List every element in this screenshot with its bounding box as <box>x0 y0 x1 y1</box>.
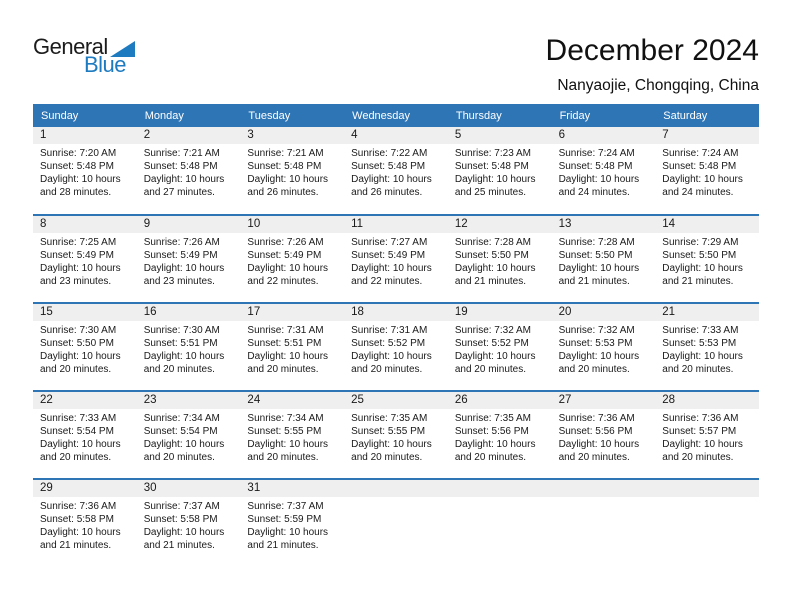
day-number: 1 <box>33 127 137 144</box>
day-number: 2 <box>137 127 241 144</box>
day-cell <box>655 392 759 478</box>
sunrise-text: Sunrise: 7:26 AM <box>143 237 220 248</box>
sunrise-text: Sunrise: 7:31 AM <box>351 325 428 336</box>
day-cell <box>33 392 137 478</box>
day-cell <box>344 392 448 478</box>
sunset-text: Sunset: 5:57 PM <box>662 426 737 437</box>
day-cell <box>240 127 344 214</box>
day-number: 28 <box>655 392 759 409</box>
daylight-text: Daylight: 10 hours and 20 minutes. <box>40 439 121 463</box>
day-number: 13 <box>552 216 656 233</box>
sunrise-text: Sunrise: 7:35 AM <box>351 413 428 424</box>
sunset-text: Sunset: 5:48 PM <box>351 161 426 172</box>
sunset-text: Sunset: 5:48 PM <box>247 161 322 172</box>
sunrise-text: Sunrise: 7:26 AM <box>247 237 324 248</box>
day-cell <box>33 304 137 390</box>
day-number: 24 <box>240 392 344 409</box>
sunset-text: Sunset: 5:49 PM <box>40 250 114 261</box>
day-cell <box>137 127 241 214</box>
sunrise-text: Sunrise: 7:28 AM <box>558 237 635 248</box>
sunrise-text: Sunrise: 7:21 AM <box>247 148 324 159</box>
sunset-text: Sunset: 5:58 PM <box>143 514 218 525</box>
sunset-text: Sunset: 5:53 PM <box>558 338 633 349</box>
sunrise-text: Sunrise: 7:37 AM <box>247 501 324 512</box>
day-cell <box>137 392 241 478</box>
sunset-text: Sunset: 5:52 PM <box>454 338 529 349</box>
sunrise-text: Sunrise: 7:32 AM <box>558 325 635 336</box>
daylight-text: Daylight: 10 hours and 27 minutes. <box>143 174 225 198</box>
daylight-text: Daylight: 10 hours and 21 minutes. <box>247 527 329 551</box>
sunrise-text: Sunrise: 7:31 AM <box>247 325 324 336</box>
day-number: 10 <box>240 216 344 233</box>
day-number: 30 <box>137 480 241 497</box>
day-number: 15 <box>33 304 137 321</box>
sunset-text: Sunset: 5:51 PM <box>143 338 218 349</box>
sunrise-text: Sunrise: 7:34 AM <box>247 413 324 424</box>
sunrise-text: Sunrise: 7:20 AM <box>40 148 117 159</box>
calendar-table <box>33 104 759 566</box>
daylight-text: Daylight: 10 hours and 21 minutes. <box>558 263 640 287</box>
sunset-text: Sunset: 5:50 PM <box>40 338 114 349</box>
day-cell <box>655 216 759 302</box>
week-row <box>33 390 759 478</box>
daylight-text: Daylight: 10 hours and 20 minutes. <box>558 439 640 463</box>
sunrise-text: Sunrise: 7:21 AM <box>143 148 220 159</box>
daylight-text: Daylight: 10 hours and 20 minutes. <box>143 439 225 463</box>
sunset-text: Sunset: 5:59 PM <box>247 514 322 525</box>
day-cell <box>240 480 344 566</box>
sunrise-text: Sunrise: 7:27 AM <box>351 237 428 248</box>
sunset-text: Sunset: 5:51 PM <box>247 338 322 349</box>
day-number: 20 <box>552 304 656 321</box>
day-cell <box>137 216 241 302</box>
day-cell <box>552 216 656 302</box>
week-row <box>33 214 759 302</box>
weekday-header: Tuesday <box>248 109 291 122</box>
sunrise-text: Sunrise: 7:30 AM <box>40 325 117 336</box>
weekday-header: Wednesday <box>352 109 411 122</box>
day-number: 16 <box>137 304 241 321</box>
daylight-text: Daylight: 10 hours and 20 minutes. <box>454 351 536 375</box>
calendar-grid <box>33 127 759 566</box>
day-number: 8 <box>33 216 137 233</box>
day-number <box>344 480 448 497</box>
weekday-header-row <box>33 104 759 127</box>
day-cell <box>344 127 448 214</box>
day-cell <box>33 127 137 214</box>
day-cell-empty <box>655 480 759 566</box>
sunrise-text: Sunrise: 7:36 AM <box>662 413 739 424</box>
daylight-text: Daylight: 10 hours and 20 minutes. <box>558 351 640 375</box>
day-cell <box>552 127 656 214</box>
logo-text-blue: Blue <box>84 52 127 77</box>
sunrise-text: Sunrise: 7:30 AM <box>143 325 220 336</box>
sunset-text: Sunset: 5:48 PM <box>558 161 633 172</box>
day-number: 22 <box>33 392 137 409</box>
sunset-text: Sunset: 5:53 PM <box>662 338 737 349</box>
day-number: 23 <box>137 392 241 409</box>
daylight-text: Daylight: 10 hours and 20 minutes. <box>662 351 743 375</box>
sunrise-text: Sunrise: 7:32 AM <box>454 325 531 336</box>
weekday-header: Thursday <box>455 109 502 122</box>
sunset-text: Sunset: 5:56 PM <box>454 426 529 437</box>
day-cell <box>448 392 552 478</box>
day-cell <box>448 304 552 390</box>
sunset-text: Sunset: 5:50 PM <box>558 250 633 261</box>
daylight-text: Daylight: 10 hours and 20 minutes. <box>351 439 432 463</box>
page-subtitle: Nanyaojie, Chongqing, China <box>557 77 759 94</box>
sunset-text: Sunset: 5:55 PM <box>351 426 426 437</box>
day-cell <box>552 392 656 478</box>
daylight-text: Daylight: 10 hours and 21 minutes. <box>454 263 536 287</box>
day-number: 18 <box>344 304 448 321</box>
daylight-text: Daylight: 10 hours and 20 minutes. <box>662 439 743 463</box>
sunrise-text: Sunrise: 7:24 AM <box>662 148 739 159</box>
sunset-text: Sunset: 5:54 PM <box>143 426 218 437</box>
sunset-text: Sunset: 5:56 PM <box>558 426 633 437</box>
sunset-text: Sunset: 5:48 PM <box>662 161 737 172</box>
sunset-text: Sunset: 5:58 PM <box>40 514 114 525</box>
sunrise-text: Sunrise: 7:28 AM <box>454 237 531 248</box>
day-number: 11 <box>344 216 448 233</box>
sunrise-text: Sunrise: 7:33 AM <box>40 413 117 424</box>
day-cell <box>655 304 759 390</box>
sunrise-text: Sunrise: 7:23 AM <box>454 148 531 159</box>
day-cell <box>344 304 448 390</box>
daylight-text: Daylight: 10 hours and 24 minutes. <box>662 174 743 198</box>
sunset-text: Sunset: 5:52 PM <box>351 338 426 349</box>
daylight-text: Daylight: 10 hours and 20 minutes. <box>247 351 329 375</box>
weekday-header: Sunday <box>41 109 79 122</box>
daylight-text: Daylight: 10 hours and 25 minutes. <box>454 174 536 198</box>
sunset-text: Sunset: 5:49 PM <box>351 250 426 261</box>
day-number: 25 <box>344 392 448 409</box>
sunrise-text: Sunrise: 7:29 AM <box>662 237 739 248</box>
daylight-text: Daylight: 10 hours and 21 minutes. <box>143 527 225 551</box>
weekday-header: Monday <box>144 109 184 122</box>
sunset-text: Sunset: 5:49 PM <box>247 250 322 261</box>
day-number <box>448 480 552 497</box>
logo-text-general: General <box>33 34 108 59</box>
sunset-text: Sunset: 5:49 PM <box>143 250 218 261</box>
sunset-text: Sunset: 5:48 PM <box>143 161 218 172</box>
sunset-text: Sunset: 5:54 PM <box>40 426 114 437</box>
sunrise-text: Sunrise: 7:25 AM <box>40 237 117 248</box>
day-cell <box>552 304 656 390</box>
title-block <box>546 34 759 95</box>
day-number: 6 <box>552 127 656 144</box>
day-number: 5 <box>448 127 552 144</box>
day-cell <box>448 216 552 302</box>
day-number: 17 <box>240 304 344 321</box>
day-cell <box>137 480 241 566</box>
day-cell <box>240 392 344 478</box>
sunrise-text: Sunrise: 7:37 AM <box>143 501 220 512</box>
day-number: 14 <box>655 216 759 233</box>
day-number: 26 <box>448 392 552 409</box>
weekday-header: Saturday <box>663 109 708 122</box>
day-cell <box>344 216 448 302</box>
day-number: 7 <box>655 127 759 144</box>
day-number: 29 <box>33 480 137 497</box>
daylight-text: Daylight: 10 hours and 22 minutes. <box>351 263 432 287</box>
day-number <box>552 480 656 497</box>
day-number: 4 <box>344 127 448 144</box>
daylight-text: Daylight: 10 hours and 24 minutes. <box>558 174 640 198</box>
daylight-text: Daylight: 10 hours and 21 minutes. <box>40 527 121 551</box>
week-row <box>33 302 759 390</box>
day-cell-empty <box>344 480 448 566</box>
daylight-text: Daylight: 10 hours and 23 minutes. <box>143 263 225 287</box>
sunset-text: Sunset: 5:48 PM <box>40 161 114 172</box>
day-number: 31 <box>240 480 344 497</box>
sunset-text: Sunset: 5:50 PM <box>662 250 737 261</box>
weekday-header: Friday <box>559 109 591 122</box>
daylight-text: Daylight: 10 hours and 26 minutes. <box>351 174 432 198</box>
daylight-text: Daylight: 10 hours and 20 minutes. <box>143 351 225 375</box>
sunrise-text: Sunrise: 7:35 AM <box>454 413 531 424</box>
day-cell <box>33 216 137 302</box>
day-number: 27 <box>552 392 656 409</box>
daylight-text: Daylight: 10 hours and 21 minutes. <box>662 263 743 287</box>
daylight-text: Daylight: 10 hours and 26 minutes. <box>247 174 329 198</box>
sunrise-text: Sunrise: 7:34 AM <box>143 413 220 424</box>
day-cell <box>448 127 552 214</box>
sunrise-text: Sunrise: 7:33 AM <box>662 325 739 336</box>
day-cell <box>137 304 241 390</box>
daylight-text: Daylight: 10 hours and 20 minutes. <box>40 351 121 375</box>
day-number: 12 <box>448 216 552 233</box>
day-cell-empty <box>448 480 552 566</box>
sunrise-text: Sunrise: 7:24 AM <box>558 148 635 159</box>
day-number: 9 <box>137 216 241 233</box>
day-cell-empty <box>552 480 656 566</box>
day-number: 3 <box>240 127 344 144</box>
daylight-text: Daylight: 10 hours and 28 minutes. <box>40 174 121 198</box>
sunset-text: Sunset: 5:48 PM <box>454 161 529 172</box>
sunrise-text: Sunrise: 7:36 AM <box>558 413 635 424</box>
week-row <box>33 127 759 214</box>
daylight-text: Daylight: 10 hours and 20 minutes. <box>247 439 329 463</box>
daylight-text: Daylight: 10 hours and 22 minutes. <box>247 263 329 287</box>
daylight-text: Daylight: 10 hours and 20 minutes. <box>454 439 536 463</box>
general-blue-logo <box>33 36 135 76</box>
sunrise-text: Sunrise: 7:36 AM <box>40 501 117 512</box>
day-number <box>655 480 759 497</box>
sunrise-text: Sunrise: 7:22 AM <box>351 148 428 159</box>
day-cell <box>33 480 137 566</box>
day-cell <box>655 127 759 214</box>
day-cell <box>240 304 344 390</box>
sunset-text: Sunset: 5:55 PM <box>247 426 322 437</box>
week-row <box>33 478 759 566</box>
day-cell <box>240 216 344 302</box>
day-number: 19 <box>448 304 552 321</box>
sunset-text: Sunset: 5:50 PM <box>454 250 529 261</box>
page-title: December 2024 <box>545 34 759 67</box>
daylight-text: Daylight: 10 hours and 20 minutes. <box>351 351 432 375</box>
day-number: 21 <box>655 304 759 321</box>
daylight-text: Daylight: 10 hours and 23 minutes. <box>40 263 121 287</box>
